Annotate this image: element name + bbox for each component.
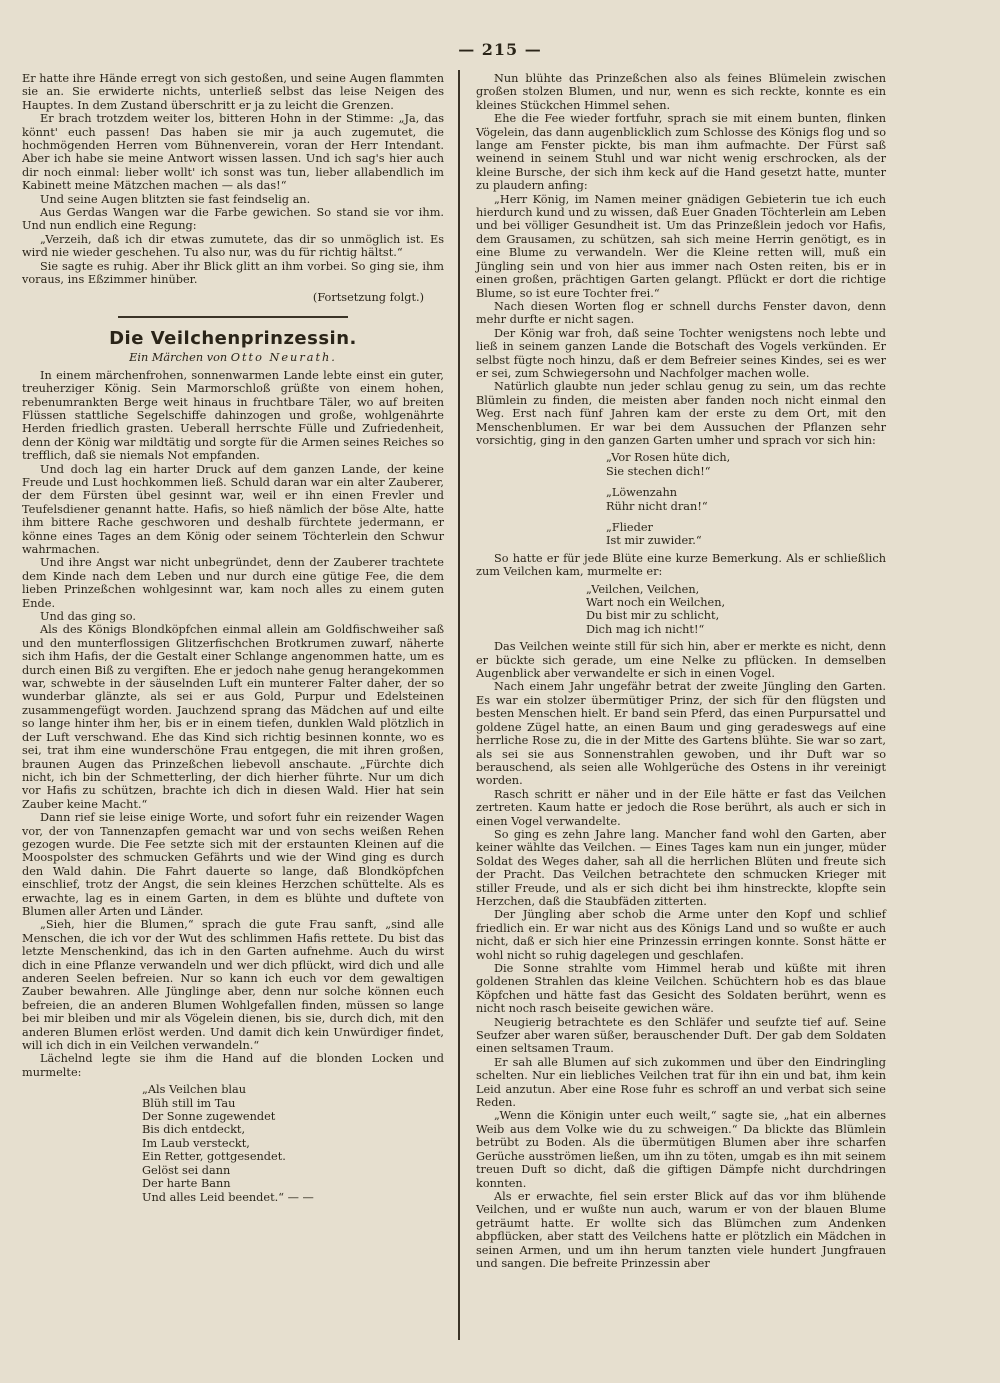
verse-line: Ist mir zuwider.“: [606, 534, 702, 548]
verse-line: Wart noch ein Weilchen,: [586, 596, 726, 610]
paragraph: Und ihre Angst war nicht unbegründet, denn der Zauberer trachtete dem Kinde nach dem Leben und nur durch eine gütige Fee, die dem lieben Prinzeßchen wohlgesinnt war, kam noch alles zu einem guten Ende.: [22, 556, 444, 610]
paragraph: Die Sonne strahlte vom Himmel herab und küßte mit ihren goldenen Strahlen das kleine Veilchen. Schüchtern hob es das blaue Köpfchen und hätte fast das Gesicht des Soldaten berührt, wenn es nicht noch rasch beiseite gewichen wäre.: [476, 962, 886, 1016]
spell-verse: [142, 1083, 444, 1204]
paragraph: Das Veilchen weinte still für sich hin, aber er merkte es nicht, denn er bückte sich gerade, um eine Nelke zu pflücken. In demselben Augenblick aber verwandelte er sich in einen Vogel.: [476, 640, 886, 681]
paragraph: „Sieh, hier die Blumen,“ sprach die gute Frau sanft, „sind alle Menschen, die ich vor der Wut des schlimmen Hafis rettete. Du bist das letzte Menschenkind, das ich in den Garten aufnehme. Auch du wirst dich in eine Pflanze verwandeln und wer dich pflückt, wird dich und alle anderen Seelen befreien. Nur so kann ich euch vor dem gewaltigen Zauber bewahren. Alle Jünglinge aber, denn nur solche können euch befreien, die an anderen Blumen Wohlgefallen finden, müssen so lange bei mir bleiben und mir als Vögelein dienen, bis sie, durch dich, mit den anderen Blumen erlöst werden. Und damit dich kein Unwürdiger findet, will ich dich in ein Veilchen verwandeln.“: [22, 918, 444, 1053]
verse-line: Gelöst sei dann: [142, 1163, 231, 1177]
paragraph: Neugierig betrachtete es den Schläfer und seufzte tief auf. Seine Seufzer aber waren süßer, berauschender Duft. Der gab dem Soldaten einen seltsamen Traum.: [476, 1015, 886, 1056]
story-byline: [22, 351, 444, 364]
paragraph: Ehe die Fee wieder fortfuhr, sprach sie mit einem bunten, flinken Vögelein, das dann augenblicklich zum Schlosse des Königs flog und so lange am Fenster pickte, bis man ihm aufmachte. Der Fürst saß weinend in seinem Stuhl und war nicht wenig erschrocken, als der kleine Bursche, der sich ihm keck auf die Hand gesetzt hatte, munter zu plaudern anfing:: [476, 112, 886, 193]
paragraph: So ging es zehn Jahre lang. Mancher fand wohl den Garten, aber keiner wählte das Veilchen. — Eines Tages kam nun ein junger, müder Soldat des Weges daher, sah all die herrlichen Blüten und freute sich der Pracht. Das Veilchen betrachtete den schmucken Krieger mit stiller Freude, und als er sich dicht bei ihm hinstreckte, klopfte sein Herzchen, daß die Staubfäden zitterten.: [476, 827, 886, 908]
paragraph: „Wenn die Königin unter euch weilt,“ sagte sie, „hat ein albernes Weib aus dem Volke wie du zu schweigen.“ Da blickte das Blümlein betrübt zu Boden. Als die übermütigen Blumen aber ihre scharfen Gerüche ausströmen ließen, um ihn zu töten, umgab es ihn mit seinem treuen Duft so dicht, daß die giftigen Dämpfe nicht durchdringen konnten.: [476, 1109, 886, 1190]
byline-prefix: Ein Märchen von: [129, 351, 228, 365]
paragraph: Als er erwachte, fiel sein erster Blick auf das vor ihm blühende Veilchen, und er wußte nun auch, warum er von der blauen Blume geträumt hatte. Er wollte sich das Blümchen zum Andenken abpflücken, aber statt des Veilchens hatte er plötzlich ein Mädchen in seinen Armen, und um ihn herum tanzten viele hundert Jungfrauen und sangen. Die befreite Prinzessin aber: [476, 1189, 886, 1270]
verse-line: Sie stechen dich!“: [606, 464, 711, 478]
paragraph: Nach einem Jahr ungefähr betrat der zweite Jüngling den Garten. Es war ein stolzer übermütiger Prinz, der sich für den flügsten und besten Menschen hielt. Er band sein Pferd, das einen Purpursattel und goldene Zügel hatte, an einen Baum und ging geradeswegs auf eine herrliche Rose zu, die in der Mitte des Gartens blühte. Sie war so zart, als sei sie aus Sonnenstrahlen gewoben, und ihr Duft war so berauschend, als seien alle Wohlgerüche des Ostens in ihr vereinigt worden.: [476, 680, 886, 788]
paragraph: Natürlich glaubte nun jeder schlau genug zu sein, um das rechte Blümlein zu finden, die meisten aber fanden noch nicht einmal den Weg. Erst nach fünf Jahren kam der erste zu dem Ort, mit den Menschenblumen. Er war bei dem Aussuchen der Pflanzen sehr vorsichtig, ging in den ganzen Garten umher und sprach vor sich hin:: [476, 380, 886, 447]
verse-line: Und alles Leid beendet.“ — —: [142, 1190, 314, 1204]
page-number: — 215 —: [458, 40, 542, 59]
paragraph: Er brach trotzdem weiter los, bitteren Hohn in der Stimme: „Ja, das könnt' euch passen! Das haben sie mir ja auch zugemutet, die hochmögenden Herren vom Bühnenverein, voran der Herr Intendant. Aber ich habe sie meine Antwort wissen lassen. Und ich sag's hier auch dir noch einmal: lieber wollt' ich sonst was tun, lieber allabendlich im Kabinett meine Mätzchen machen — als das!“: [22, 112, 444, 193]
paragraph: Nach diesen Worten flog er schnell durchs Fenster davon, denn mehr durfte er nicht sagen.: [476, 299, 886, 327]
paragraph: Der Jüngling aber schob die Arme unter den Kopf und schlief friedlich ein. Er war nicht aus des Königs Land und so wußte er auch nicht, daß er sich hier eine Prinzessin erringen konnte. Sonst hätte er wohl nicht so ruhig dagelegen und geschlafen.: [476, 908, 886, 962]
violet-rhyme: [586, 583, 886, 637]
paragraph: So hatte er für jede Blüte eine kurze Bemerkung. Als er schließlich zum Veilchen kam, murmelte er:: [476, 551, 886, 579]
verse-line: Der Sonne zugewendet: [142, 1110, 276, 1124]
verse-line: Dich mag ich nicht!“: [586, 622, 705, 636]
paragraph: Er hatte ihre Hände erregt von sich gestoßen, und seine Augen flammten sie an. Sie erwiderte nichts, unterließ selbst das leise Neigen des Hauptes. In dem Zustand überschritt er ja zu leicht die Grenzen.: [22, 72, 444, 112]
verse-line: Bis dich entdeckt,: [142, 1123, 246, 1137]
paragraph: Sie sagte es ruhig. Aber ihr Blick glitt an ihm vorbei. So ging sie, ihm voraus, ins Eßzimmer hinüber.: [22, 259, 444, 287]
verse-line: „Als Veilchen blau: [142, 1083, 247, 1097]
right-column: [476, 72, 886, 1270]
verse-line: „Vor Rosen hüte dich,: [606, 451, 731, 465]
paragraph: Rasch schritt er näher und in der Eile hätte er fast das Veilchen zertreten. Kaum hatte er jedoch die Rose berührt, als auch er sich in einen Vogel verwandelte.: [476, 787, 886, 828]
story-body-left: [22, 369, 444, 1204]
verse-line: Du bist mir zu schlicht,: [586, 609, 720, 623]
verse-line: „Veilchen, Veilchen,: [586, 582, 700, 596]
paragraph: Als des Königs Blondköpfchen einmal allein am Goldfischweiher saß und den munterflossigen Glitzerfischchen Brotkrumen zuwarf, näherte sich ihm Hafis, der die Gestalt einer Schlange angenommen hatte, um es durch einen Biß zu vergiften. Ehe er jedoch nahe genug herangekommen war, schwebte in der säuselnden Luft ein munterer Falter daher, der so wunderbar glänzte, als sei er aus Gold, Purpur und Edelsteinen zusammengefügt worden. Jauchzend sprang das Mädchen auf und eilte so lange hinter ihm her, bis er in einem tiefen, dunklen Wald plötzlich in der Luft verschwand. Ehe das Kind sich richtig besinnen konnte, wo es sei, trat ihm eine wunderschöne Frau entgegen, die mit ihren großen, braunen Augen das Prinzeßchen liebevoll anschaute. „Fürchte dich nicht, ich bin der Schmetterling, der dich hierher führte. Nur um dich vor Hafis zu schützen, brachte ich dich in diesen Wald. Hier hat sein Zauber keine Macht.“: [22, 623, 444, 811]
paragraph: Und doch lag ein harter Druck auf dem ganzen Lande, der keine Freude und Lust hochkommen ließ. Schuld daran war ein alter Zauberer, der dem Fürsten übel gesinnt war, weil er ihn einen Frevler und Teufelsdiener genannt hatte. Hafis, so hieß nämlich der böse Alte, hatte ihm bittere Rache geschworen und deshalb fürchtete jedermann, er könne eines Tages an dem König oder seinem Töchterlein den Schwur wahrmachen.: [22, 462, 444, 556]
story-title: Die Veilchenprinzessin.: [109, 327, 357, 349]
byline-author: Otto Neurath.: [230, 351, 337, 365]
paragraph: In einem märchenfrohen, sonnenwarmen Lande lebte einst ein guter, treuherziger König. Sein Marmorschloß grüßte von einem hohen, rebenumrankten Berge weit hinaus in fruchtbare Täler, wo auf breiten Flüssen stattliche Segelschiffe dahinzogen und große, wohlgenährte Herden friedlich grasten. Ueberall herrschte Fülle und Zufriedenheit, denn der König war mildtätig und sorgte für die Armen seines Reiches so trefflich, daß sie niemals Not empfanden.: [22, 368, 444, 463]
column-rule: [458, 70, 460, 1340]
continued-note: (Fortsetzung folgt.): [312, 290, 424, 304]
left-column: [22, 72, 444, 1208]
verse-line: „Flieder: [606, 521, 653, 534]
serial-continuation: [22, 72, 444, 304]
section-divider: [118, 316, 348, 318]
paragraph: Aus Gerdas Wangen war die Farbe gewichen. So stand sie vor ihm. Und nun endlich eine Regung:: [22, 206, 444, 233]
paragraph: Nun blühte das Prinzeßchen also als feines Blümelein zwischen großen stolzen Blumen, und nur, wenn es sich reckte, konnte es ein kleines Stückchen Himmel sehen.: [476, 72, 886, 112]
paragraph: Und seine Augen blitzten sie fast feindselig an.: [40, 192, 311, 206]
paragraph: „Verzeih, daß ich dir etwas zumutete, das dir so unmöglich ist. Es wird nie wieder geschehen. Tu also nur, was du für richtig hältst.“: [22, 232, 444, 260]
paragraph: Der König war froh, daß seine Tochter wenigstens noch lebte und ließ in seinem ganzen Lande die Botschaft des Vogels verkünden. Er selbst fügte noch hinzu, daß er dem Befreier seines Kindes, sei es wer er sei, zum Schwiegersohn und Nachfolger machen wolle.: [476, 326, 886, 380]
verse-line: Der harte Bann: [142, 1177, 231, 1191]
paragraph: Und das ging so.: [40, 610, 136, 624]
verse-line: Blüh still im Tau: [142, 1096, 236, 1110]
paragraph: Lächelnd legte sie ihm die Hand auf die blonden Locken und murmelte:: [22, 1052, 444, 1079]
verse-line: „Löwenzahn: [606, 486, 678, 500]
paragraph: Er sah alle Blumen auf sich zukommen und über den Eindringling schelten. Nur ein liebliches Veilchen trat für ihn ein und bat, ihm kein Leid anzutun. Aber eine Rose fuhr es schroff an und verbat sich seine Reden.: [476, 1055, 886, 1110]
flower-rhymes: [606, 451, 886, 547]
paragraph: Dann rief sie leise einige Worte, und sofort fuhr ein reizender Wagen vor, der von Tannenzapfen gemacht war und von sechs weißen Rehen gezogen wurde. Die Fee setzte sich mit der erstaunten Kleinen auf die Moospolster des schmucken Gefährts und wie der Wind ging es durch den Wald dahin. Die Fahrt dauerte so lange, daß Blondköpfchen einschlief, trotz der Angst, die sein kleines Herzchen schüttelte. Als es erwachte, lag es in einem Garten, in dem es blühte und duftete von Blumen aller Arten und Länder.: [22, 811, 444, 918]
verse-line: Im Laub versteckt,: [142, 1136, 250, 1150]
verse-line: Ein Retter, gottgesendet.: [142, 1150, 286, 1164]
verse-line: Rühr nicht dran!“: [606, 499, 708, 513]
paragraph: „Herr König, im Namen meiner gnädigen Gebieterin tue ich euch hierdurch kund und zu wissen, daß Euer Gnaden Töchterlein am Leben und bei völliger Gesundheit ist. Um das Prinzeßlein jedoch vor Hafis, dem Grausamen, zu schützen, sah sich meine Herrin genötigt, es in eine Blume zu verwandeln. Wer die Kleine retten will, muß ein Jüngling sein und von hier aus immer nach Osten reiten, bis er in einen großen, prächtigen Garten gelangt. Pflückt er dort die richtige Blume, so ist eure Tochter frei.“: [476, 192, 886, 300]
